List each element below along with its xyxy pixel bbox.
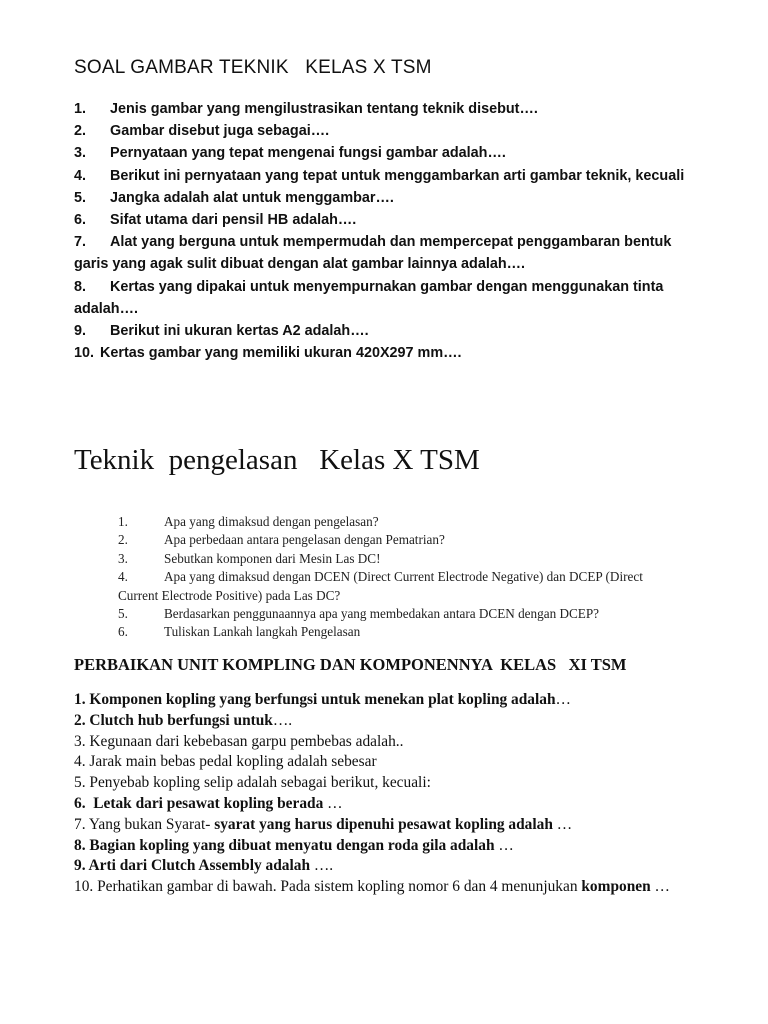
section-title-gambar-teknik: SOAL GAMBAR TEKNIK KELAS X TSM xyxy=(74,57,432,78)
item-text: Alat yang berguna untuk mempermudah dan mempercepat penggambaran bentuk garis yang agak sulit dibuat dengan alat gambar lainnya adalah…. xyxy=(74,234,676,273)
list-item xyxy=(74,142,694,164)
item-text: 7. Yang bukan Syarat- xyxy=(74,815,215,833)
item-number: 8. xyxy=(74,278,87,295)
item-number: 4. xyxy=(74,167,87,184)
question-list-kopling xyxy=(74,690,684,898)
item-number: 10. xyxy=(74,345,95,362)
section-title-perbaikan-kopling: PERBAIKAN UNIT KOMPLING DAN KOMPONENNYA KELAS XI TSM xyxy=(74,655,627,674)
list-item xyxy=(74,231,694,275)
list-item xyxy=(74,342,694,364)
item-text: Kertas yang dipakai untuk menyempurnakan gambar dengan menggunakan tinta adalah…. xyxy=(74,278,668,317)
item-text: Pernyataan yang tepat mengenai fungsi gambar adalah…. xyxy=(110,145,506,162)
item-text: …. xyxy=(272,711,293,729)
item-number: 1. xyxy=(74,101,87,117)
item-text: Sifat utama dari pensil HB adalah…. xyxy=(110,212,357,229)
item-text: Apa yang dimaksud dengan DCEN (Direct Current Electrode Negative) dan DCEP (Direct Current Electrode Positive) pada Las DC? xyxy=(118,569,647,603)
item-number: 9. xyxy=(74,323,87,340)
list-item xyxy=(74,752,684,773)
item-text: 3. Kegunaan dari kebebasan garpu pembebas adalah.. xyxy=(74,732,404,750)
list-item xyxy=(74,794,684,815)
item-text: Apa perbedaan antara pengelasan dengan Pematrian? xyxy=(164,532,445,548)
item-text: 4. Jarak main bebas pedal kopling adalah sebesar xyxy=(74,753,377,771)
item-number: 3. xyxy=(74,145,87,162)
list-item xyxy=(118,605,678,623)
list-item xyxy=(74,815,684,836)
item-text-bold: syarat yang harus dipenuhi pesawat kopling adalah xyxy=(214,815,553,833)
item-text-bold: 9. Arti dari Clutch Assembly adalah xyxy=(74,857,311,875)
item-text-tail: … xyxy=(650,878,670,896)
list-item xyxy=(74,276,694,320)
question-list-gambar-teknik xyxy=(74,98,694,364)
item-text: …. xyxy=(310,857,334,875)
list-item xyxy=(74,187,694,209)
list-item xyxy=(74,732,684,753)
item-text: Jangka adalah alat untuk menggambar…. xyxy=(110,189,394,206)
item-text: Sebutkan komponen dari Mesin Las DC! xyxy=(164,550,381,566)
list-item xyxy=(118,531,678,549)
list-item xyxy=(74,836,684,857)
item-text: Tuliskan Lankah langkah Pengelasan xyxy=(164,624,361,640)
list-item xyxy=(74,856,684,877)
item-number: 4. xyxy=(118,569,128,585)
item-text: … xyxy=(494,836,514,854)
item-text-bold: 2. Clutch hub berfungsi untuk xyxy=(74,711,273,729)
list-item xyxy=(74,165,694,187)
list-item xyxy=(72,568,678,605)
item-text-tail: … xyxy=(552,815,573,833)
list-item xyxy=(118,550,678,568)
list-item xyxy=(74,120,694,142)
section-title-teknik-pengelasan: Teknik pengelasan Kelas X TSM xyxy=(74,444,480,476)
item-text: Jenis gambar yang mengilustrasikan tentang teknik disebut…. xyxy=(110,101,538,117)
item-text: Gambar disebut juga sebagai…. xyxy=(110,123,330,140)
item-number: 6. xyxy=(118,624,128,640)
item-number: 1. xyxy=(118,514,128,529)
item-text-bold: komponen xyxy=(581,878,651,896)
item-text: Apa yang dimaksud dengan pengelasan? xyxy=(164,514,379,529)
item-text: Kertas gambar yang memiliki ukuran 420X297 mm…. xyxy=(100,345,462,362)
question-list-pengelasan xyxy=(118,513,678,642)
item-text-bold: 1. Komponen kopling yang berfungsi untuk menekan plat kopling adalah xyxy=(74,691,556,708)
list-item xyxy=(74,690,684,711)
item-text: … xyxy=(323,794,343,812)
list-item xyxy=(74,877,684,898)
item-number: 3. xyxy=(118,550,128,566)
item-number: 7. xyxy=(74,234,87,251)
item-text: Berikut ini ukuran kertas A2 adalah…. xyxy=(110,323,369,340)
item-number: 2. xyxy=(74,123,87,140)
item-text: … xyxy=(555,691,571,708)
list-item xyxy=(118,513,678,531)
item-number: 5. xyxy=(74,189,87,206)
item-number: 5. xyxy=(118,606,128,622)
item-text-bold: 8. Bagian kopling yang dibuat menyatu dengan roda gila adalah xyxy=(74,836,495,854)
list-item xyxy=(74,98,694,120)
item-number: 6. xyxy=(74,212,87,229)
list-item xyxy=(74,773,684,794)
item-text: 5. Penyebab kopling selip adalah sebagai berikut, kecuali: xyxy=(74,774,431,792)
item-text: 10. Perhatikan gambar di bawah. Pada sistem kopling nomor 6 dan 4 menunjukan xyxy=(74,878,582,896)
item-text: Berikut ini pernyataan yang tepat untuk menggambarkan arti gambar teknik, kecuali xyxy=(110,167,685,184)
item-text-bold: 6. Letak dari pesawat kopling berada xyxy=(74,794,324,812)
list-item xyxy=(118,623,678,641)
item-text: Berdasarkan penggunaannya apa yang membedakan antara DCEN dengan DCEP? xyxy=(164,606,600,622)
list-item xyxy=(74,711,684,732)
item-number: 2. xyxy=(118,532,128,548)
list-item xyxy=(74,209,694,231)
list-item xyxy=(74,320,694,342)
